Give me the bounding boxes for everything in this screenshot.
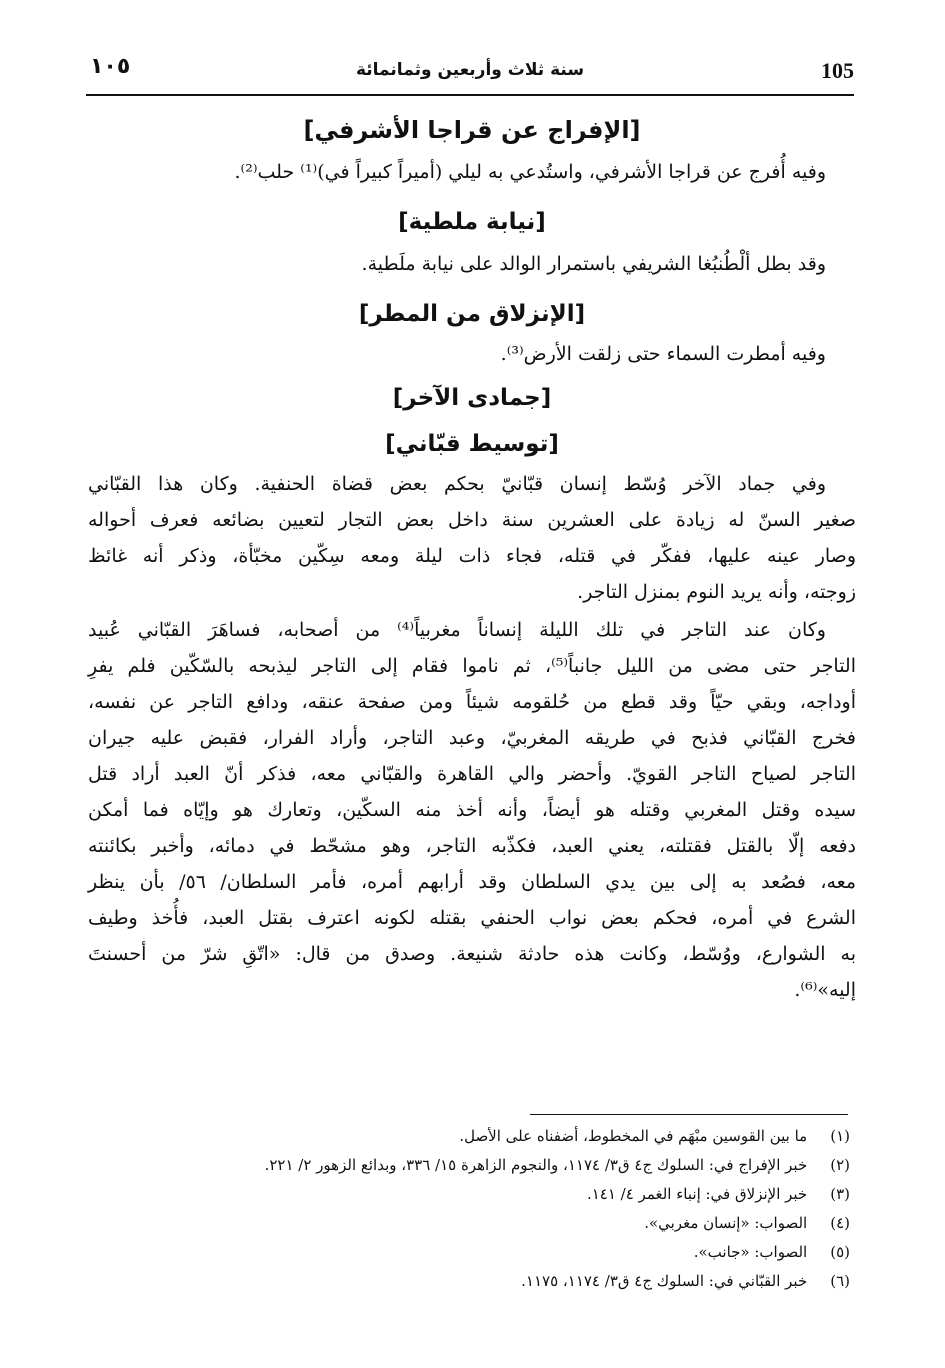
text-line: به الشوارع، ووُسّط، وكانت هذه حادثة شنيعة. وصدق من قال: «اتّقِ شرّ من أحسنتَ: [88, 943, 856, 965]
text-line: سيده وقتل المغربي وقتله هو أيضاً، وأنه أخذ منه السكّين، وتعارك هو وإيّاه فما أمكن: [88, 799, 856, 821]
footnote: [100, 1209, 850, 1238]
footnote-number: (٣): [830, 1185, 850, 1203]
page-number-latin: 105: [821, 58, 854, 83]
text-line: زوجته، وأنه يريد النوم بمنزل التاجر.: [577, 581, 856, 603]
text-line: الشرع في أمره، فحكم بعض نواب الحنفي بقتله لكونه اعترف بقتل العبد، فأُخذ وطيف: [88, 907, 856, 929]
text-line: التاجر لصياح التاجر القويّ. وأحضر والي القاهرة والقبّاني معه، فذكر أنّ العبد أراد قتل: [88, 763, 856, 785]
text-line: وفيه أمطرت السماء حتى زلقت الأرض⁽³⁾.: [500, 343, 826, 365]
footnote-text: ما بين القوسين مبْهَم في المخطوط، أضفناه على الأصل.: [459, 1127, 808, 1145]
section-heading: [نيابة ملطية]: [398, 209, 546, 235]
section-heading: [الإنزلاق من المطر]: [358, 301, 586, 327]
text-line: أوداجه، وبقي حيّاً وقد قطع من حُلقومه شيئاً ومن صفحة عنقه، ودافع التاجر عن نفسه،: [88, 691, 856, 713]
text-line: معه، فصُعد به إلى بين يدي السلطان وقد أرابهم أمره، فأمر السلطان/ ٥٦/ بأن ينظر: [88, 871, 856, 893]
footnotes: [100, 1122, 850, 1296]
page-number-arabic: ١٠٥: [90, 54, 131, 79]
footnote-text: خبر الإفراج في: السلوك ج٤ ق٣/ ١١٧٤، والنجوم الزاهرة ١٥/ ٣٣٦، وبدائع الزهور ٢/ ٢٢١.: [264, 1156, 808, 1174]
section-heading: [توسيط قبّاني]: [385, 431, 559, 457]
text-line: دفعه إلّا بالقتل فقتلته، يعني العبد، فكذّبه التاجر، وهو مشحّط في دمائه، وأخبر بكائنته: [88, 835, 856, 857]
text-line: إليه»⁽⁶⁾.: [794, 979, 856, 1001]
footnote: [100, 1238, 850, 1267]
section-heading: [الإفراج عن قراجا الأشرفي]: [303, 116, 641, 144]
paragraph: [88, 466, 856, 610]
footnote: [100, 1180, 850, 1209]
footnote-text: الصواب: «إنسان مغربي».: [644, 1214, 808, 1232]
text-line: وصار عينه عليها، ففكّر في قتله، فجاء ذات ليلة ومعه سِكّين مخبّأة، وذكر أنه غائظ: [88, 545, 856, 567]
footnote-number: (٤): [830, 1214, 850, 1232]
footnote-number: (٥): [830, 1243, 850, 1261]
text-line: التاجر حتى مضى من الليل جانباً⁽⁵⁾، ثم ناموا فقام إلى التاجر ليذبحه بالسّكّين فلم يفرِ: [88, 655, 856, 677]
text-line: وقد بطل ألْطُنبُغا الشريفي باستمرار الوالد على نيابة ملَطية.: [361, 253, 826, 275]
footnote-number: (٦): [830, 1272, 850, 1290]
text-line: صغير السنّ له زيادة على العشرين سنة داخل بعض التجار لتعيين بضائعه فعرف أحواله: [88, 509, 856, 531]
footnote: [100, 1151, 850, 1180]
footnote-number: (١): [830, 1127, 850, 1145]
text-line: فخرج القبّاني فذبح في طريقه المغربيّ، وعبد التاجر، وأراد الفرار، فقبض عليه جيران: [88, 727, 856, 749]
footnote-text: خبر الإنزلاق في: إنباء الغمر ٤/ ١٤١.: [586, 1185, 808, 1203]
text-line: وفي جماد الآخر وُسّط إنسان قبّانيّ بحكم بعض قضاة الحنفية. وكان هذا القبّاني: [88, 473, 826, 495]
text-line: وكان عند التاجر في تلك الليلة إنساناً مغربياً⁽⁴⁾ من أصحابه، فساهَرَ القبّاني عُبيد: [88, 619, 826, 641]
footnote: [100, 1267, 850, 1296]
main-text: [88, 108, 856, 1008]
footnote-text: خبر القبّاني في: السلوك ج٤ ق٣/ ١١٧٤، ١١٧٥.: [521, 1272, 808, 1290]
footnote-text: الصواب: «جانب».: [693, 1243, 808, 1261]
running-title: سنة ثلاث وأربعين وثمانمائة: [355, 60, 585, 80]
text-line: وفيه أُفرج عن قراجا الأشرفي، واستُدعي به ليلي (أميراً كبيراً في)⁽¹⁾ حلب⁽²⁾.: [234, 161, 826, 183]
footnote-number: (٢): [830, 1156, 850, 1174]
footnote-divider: [530, 1114, 848, 1115]
paragraph: [88, 612, 856, 1008]
month-heading: [جمادى الآخر]: [392, 385, 552, 411]
running-header: [86, 52, 854, 96]
footnote: [100, 1122, 850, 1151]
